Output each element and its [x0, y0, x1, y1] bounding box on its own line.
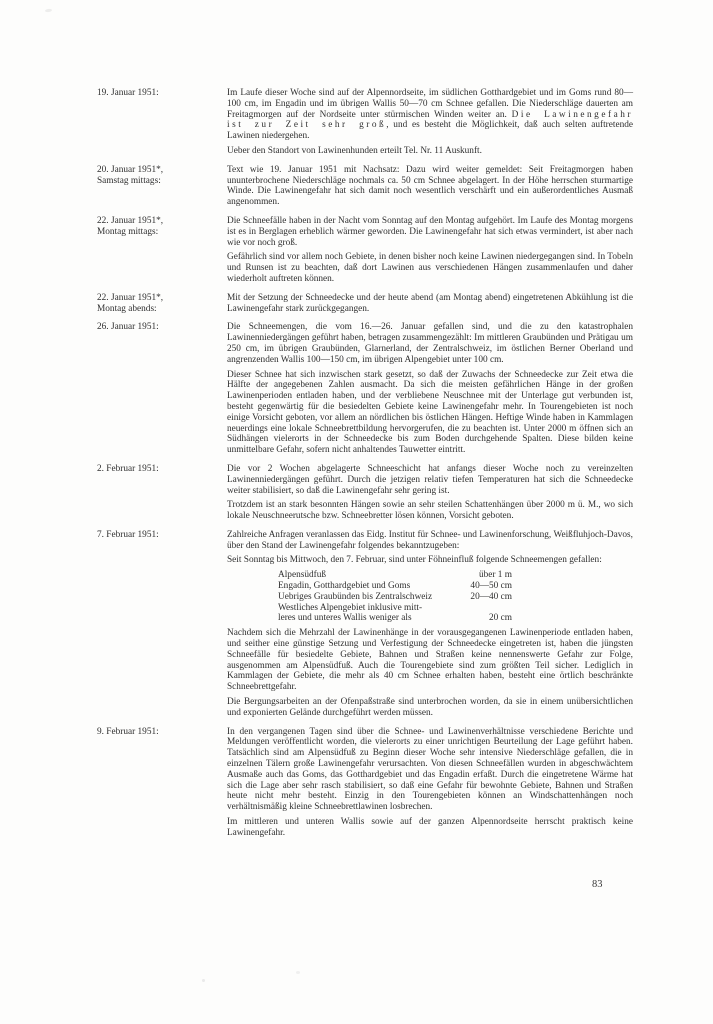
snowfall-amount: 20 cm: [489, 613, 512, 624]
snowfall-region-line: Alpensüdfuß: [278, 570, 327, 581]
report-entry: [97, 88, 643, 157]
entry-body: [227, 88, 643, 157]
entry-date-line: Samstag mittags:: [97, 175, 161, 186]
text-run: Die Bergungsarbeiten an der Ofenpaßstraße sind unterbrochen worden, da sie in einem unübersichtlichen und exponierten Gelände durchgeführt werden müssen.: [227, 697, 636, 718]
entry-paragraph: [227, 500, 636, 522]
entry-date-line: Montag abends:: [97, 303, 157, 314]
entry-paragraph: [227, 146, 633, 157]
snowfall-region-line: Uebriges Graubünden bis Zentralschweiz: [278, 591, 433, 602]
text-run: Text wie 19. Januar 1951 mit Nachsatz: Dazu wird weiter gemeldet: Seit Freitagmorgen haben ununterbrochene Niederschläge nochmals ca. 50 cm Schnee abgelagert. In der Höhe herrschen sturmartige Winde. Die Lawinengefahr hat sich damit noch wesentlich verschärft und ein außerordentliches Ausmaß angenommen.: [227, 164, 636, 208]
entry-date-line: 22. Januar 1951*,: [97, 292, 164, 303]
entry-body: [227, 529, 636, 719]
entry-date: [97, 530, 227, 541]
snowfall-amount: über 1 m: [478, 570, 512, 581]
snowfall-row: [278, 592, 633, 603]
snowfall-region: [278, 603, 460, 625]
text-run: Ueber den Standort von Lawinenhunden erteilt Tel. Nr. 11 Auskunft.: [227, 145, 482, 156]
entry-date-line: 7. Februar 1951:: [97, 529, 159, 540]
entry-paragraph: [227, 463, 636, 496]
entry-date-line: 26. Januar 1951:: [97, 322, 159, 333]
text-run: Im mittleren und unteren Wallis sowie auf der ganzen Alpennordseite herrscht praktisch keine Lawinengefahr.: [227, 817, 636, 838]
entry-date-line: 22. Januar 1951*,: [97, 215, 164, 226]
entry-date-line: 19. Januar 1951:: [97, 88, 159, 98]
entry-body: [227, 726, 636, 839]
snowfall-amount: 20—40 cm: [470, 591, 512, 602]
text-run: Die Schneemengen, die vom 16.—26. Januar gefallen sind, und die zu den katastrophalen Lawinenniedergängen geführt haben, betragen zusammengezählt: Im mittleren Graubünden und Prätigau um 250 cm, im übrigen Graubünden, Glarnerland, der Zentralschweiz, im östlichen Berner Oberland und angrenzenden Wallis 100—150 cm, im übrigen Alpengebiet unter 100 cm.: [227, 322, 636, 365]
snowfall-amount: 40—50 cm: [470, 581, 512, 592]
entry-date: [97, 727, 227, 738]
entry-date-line: Montag mittags:: [97, 226, 159, 237]
scan-artifact-speck: [296, 971, 300, 974]
snowfall-row: [278, 581, 633, 592]
entry-date: [97, 464, 227, 475]
entry-paragraph: [227, 369, 636, 456]
snowfall-region: [278, 581, 460, 592]
entry-paragraph: [227, 726, 636, 813]
entry-date-line: 9. Februar 1951:: [97, 726, 159, 737]
entry-date: [97, 165, 227, 187]
entry-date: [97, 88, 227, 99]
page-number: 83: [592, 879, 603, 890]
text-run: Zahlreiche Anfragen veranlassen das Eidg. Institut für Schnee- und Lawinenforschung, Weißfluhjoch-Davos, über den Stand der Lawinengefahr folgendes bekanntzugeben:: [227, 529, 636, 551]
text-run: Dieser Schnee hat sich inzwischen stark gesetzt, so daß der Zuwachs der Schneedecke zur Zeit etwa die Hälfte der angegebenen Zahlen ausmacht. Da sich die meisten gefährlichen Hänge in der großen Lawinenperioden entladen haben, und der verbliebene Neuschnee mit der Unterlage gut verbunden ist, besteht gegenwärtig für die besiedelten Gebiete keine Lawinengefahr mehr. In Tourengebieten ist noch einige Vorsicht geboten, vor allem an nördlichen bis östlichen Hängen. Heftige Winde haben in Kammlagen neuerdings eine lokale Schneebrettbildung hervorgerufen, die zu beachten ist. Unter 2000 m öffnen sich an Südhängen vielerorts in der Schneedecke bis zum Boden durchgehende Spalten. Diese bilden keine unmittelbare Gefahr, sofern nicht anhaltendes Tauwetter eintritt.: [227, 369, 636, 456]
snowfall-row: [278, 603, 633, 625]
entry-body: [227, 215, 636, 285]
text-run: Die Lawinengefahr ist zur Zeit sehr groß: [227, 109, 643, 131]
entry-paragraph: [227, 697, 636, 719]
report-entry: [97, 463, 636, 522]
snowfall-region: [278, 592, 460, 603]
text-run: Die vor 2 Wochen abgelagerte Schneeschicht hat anfangs dieser Woche noch zu vereinzelten Lawinenniedergängen geführt. Durch die jetzigen relativ tiefen Temperaturen hat sich die Schneedecke weiter stabilisiert, so daß die Lawinengefahr sehr gering ist.: [227, 463, 636, 496]
entry-paragraph: [227, 88, 643, 142]
text-run: Mit der Setzung der Schneedecke und der heute abend (am Montag abend) eingetretenen Abkühlung ist die Lawinengefahr stark zurückgegangen.: [227, 292, 636, 314]
entry-paragraph: [227, 529, 636, 552]
text-run: , und es besteht die Möglichkeit, daß auch selten auftretende Lawinen niedergehen.: [227, 120, 636, 142]
entry-paragraph: [227, 628, 636, 693]
text-run: Im Laufe dieser Woche sind auf der Alpennordseite, im südlichen Gotthardgebiet und im Goms rund 80—100 cm, im Engadin und im übrigen Wallis 50—70 cm Schnee gefallen. Die Niederschläge dauerten am Freitagmorgen auf der Nordseite unter stürmischen Winden weiter an.: [227, 88, 636, 120]
snowfall-region: [278, 570, 460, 581]
report-entry: [97, 322, 636, 456]
entry-date: [97, 293, 227, 315]
entry-body: [227, 463, 636, 522]
entry-date: [97, 216, 227, 238]
entry-body: [227, 322, 636, 456]
snowfall-table: [278, 570, 633, 624]
report-entry: [97, 164, 636, 208]
entry-paragraph: [227, 817, 636, 839]
text-run: Seit Sonntag bis Mittwoch, den 7. Februar, sind unter Föhneinfluß folgende Schneemengen gefallen:: [227, 555, 602, 566]
entry-body: [227, 292, 636, 315]
entry-paragraph: [227, 252, 636, 284]
report-entry: [97, 215, 636, 285]
entry-date: [97, 322, 227, 333]
entry-paragraph: [227, 322, 636, 365]
snowfall-region-line: Engadin, Gotthardgebiet und Goms: [278, 581, 411, 592]
entry-date-line: 20. Januar 1951*,: [97, 164, 164, 175]
entry-paragraph: [227, 292, 636, 315]
report-entry: [97, 726, 636, 839]
entry-body: [227, 164, 636, 208]
text-run: Gefährlich sind vor allem noch Gebiete, in denen bisher noch keine Lawinen niedergegangen sind. In Tobeln und Runsen ist zu beachten, daß dort Lawinen aus verschiedenen Hängen zusammenlaufen und daher wiederholt auftreten können.: [227, 252, 636, 284]
text-run: Trotzdem ist an stark besonnten Hängen sowie an sehr steilen Schattenhängen über 2000 m ü. M., wo sich lokale Neuschneerutsche bzw. Schneebretter lösen können, Vorsicht geboten.: [227, 500, 636, 522]
entry-paragraph: [227, 164, 636, 208]
entry-paragraph: [227, 215, 636, 248]
snowfall-region-line: Westliches Alpengebiet inklusive mitt-: [278, 602, 423, 613]
scan-artifact-speck: [202, 979, 205, 982]
report-entry: [97, 292, 636, 315]
text-run: In den vergangenen Tagen sind über die Schnee- und Lawinenverhältnisse verschiedene Berichte und Meldungen veröffentlicht worden, die vielerorts zu einer unrichtigen Beurteilung der Lage geführt haben. Tatsächlich sind am Alpensüdfuß zu Beginn dieser Woche sehr intensive Niederschläge gefallen, die in einzelnen Tälern große Lawinengefahr verursachten. Von diesen Schneefällen wurden in abgeschwächtem Ausmaße auch das Goms, das Gotthardgebiet und das Engadin erfaßt. Durch die eingetretene Wärme hat sich die Lage aber sehr rasch stabilisiert, so daß eine Gefahr für bewohnte Gebiete, Bahnen und Straßen heute nicht mehr besteht. Einzig in den Tourengebieten können an Windschattenhängen noch verhältnismäßig kleine Schneebrettlawinen losbrechen.: [227, 726, 636, 813]
entry-date-line: 2. Februar 1951:: [97, 463, 159, 474]
report-entry: [97, 529, 636, 719]
entry-paragraph: [227, 555, 633, 566]
text-run: Nachdem sich die Mehrzahl der Lawinenhänge in der vorausgegangenen Lawinenperiode entladen haben, und seither eine günstige Setzung und Verfestigung der Schneedecke eingetreten ist, haben die jüngsten Schneefälle für besiedelte Gebiete, Bahnen und Straßen keine nennenswerte Gefahr zur Folge, ausgenommen am Alpensüdfuß. Auch die Tourengebiete sind zum größten Teil sicher. Lediglich in Kammlagen der Gebiete, die mehr als 40 cm Schnee erhalten haben, besteht eine örtlich beschränkte Schneebrettgefahr.: [227, 628, 636, 693]
text-run: Die Schneefälle haben in der Nacht vom Sonntag auf den Montag aufgehört. Im Laufe des Montag morgens ist es in Berglagen erheblich wärmer geworden. Die Lawinengefahr hat sich etwas vermindert, ist aber nach wie vor noch groß.: [227, 215, 636, 248]
scan-artifact-mark: [45, 9, 52, 13]
avalanche-bulletin-entries: [97, 88, 643, 839]
snowfall-row: [278, 570, 633, 581]
snowfall-region-line: leres und unteres Wallis weniger als: [278, 613, 412, 624]
